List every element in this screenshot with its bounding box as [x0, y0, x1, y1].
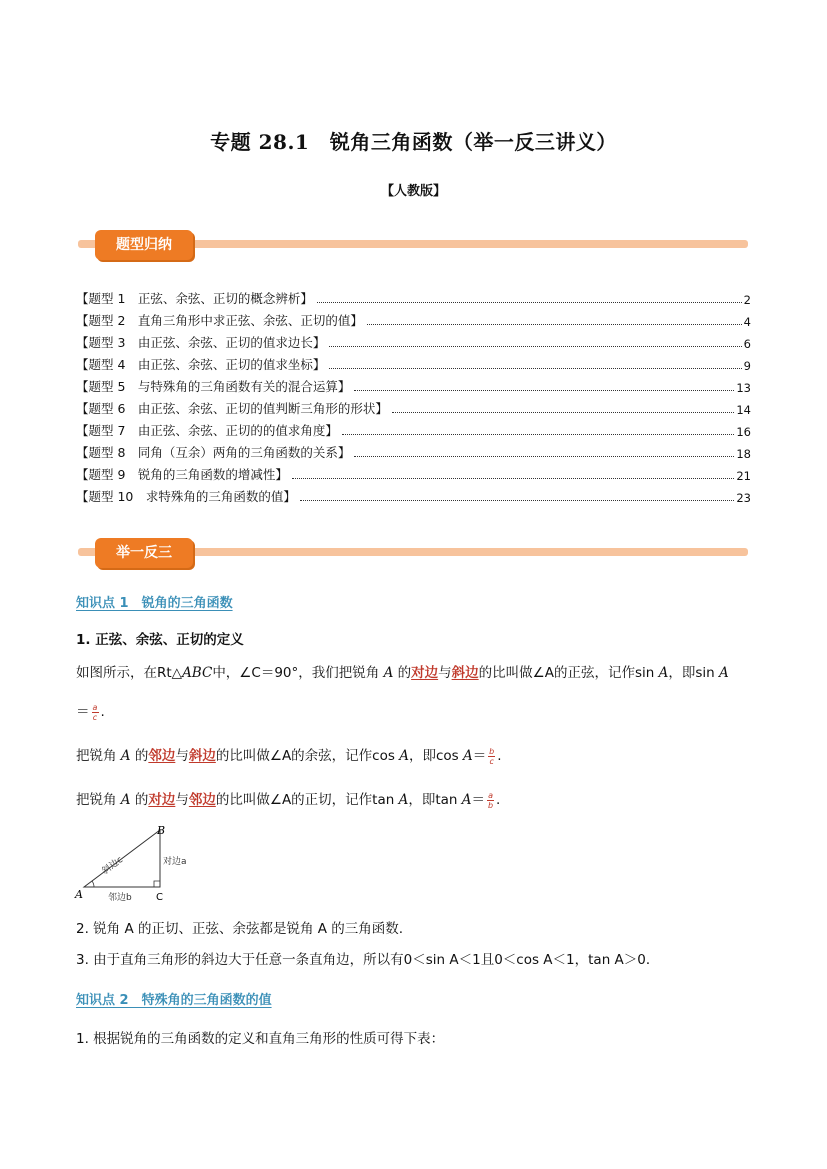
- toc-entry-label: 【题型 10 求特殊角的三角函数的值】: [76, 489, 296, 504]
- cosine-definition: 把锐角 A 的邻边与斜边的比叫做∠A的余弦，记作cos A，即cos A＝ $\frac{b}{c}$ .: [76, 746, 502, 766]
- toc-leader-dots: [367, 324, 742, 325]
- toc-leader-dots: [329, 368, 741, 369]
- opposite-side-term: 对边: [411, 665, 439, 681]
- toc-section-tag: 题型归纳: [95, 230, 193, 260]
- toc-leader-dots: [292, 478, 734, 479]
- toc-entry-label: 【题型 5 与特殊角的三角函数有关的混合运算】: [76, 379, 351, 394]
- right-triangle-figure: [72, 820, 202, 906]
- toc-page-number: 13: [736, 381, 751, 395]
- hypotenuse-term: 斜边: [451, 665, 479, 681]
- toc-page-number: 23: [736, 491, 751, 505]
- toc-entry[interactable]: [76, 399, 751, 417]
- item-heading: 1. 正弦、余弦、正切的定义: [76, 632, 244, 648]
- toc-entry[interactable]: [76, 465, 751, 483]
- toc-leader-dots: [392, 412, 734, 413]
- toc-entry[interactable]: [76, 311, 751, 329]
- toc-entry-label: 【题型 2 直角三角形中求正弦、余弦、正切的值】: [76, 313, 363, 328]
- toc-leader-dots: [300, 500, 734, 501]
- toc-entry-label: 【题型 7 由正弦、余弦、正切的的值求角度】: [76, 423, 338, 438]
- toc-entry[interactable]: [76, 333, 751, 351]
- toc-entry-label: 【题型 1 正弦、余弦、正切的概念辨析】: [76, 291, 313, 306]
- vertex-b-label: B: [157, 824, 166, 837]
- toc-entry[interactable]: [76, 421, 751, 439]
- knowledge-point-heading: 知识点 1 锐角的三角函数: [76, 596, 233, 611]
- toc-leader-dots: [317, 302, 742, 303]
- opposite-side-label: 对边a: [163, 857, 187, 867]
- right-angle-mark: [154, 881, 160, 887]
- hypotenuse-term: 斜边: [188, 748, 216, 764]
- document-title: 专题 28.1 锐角三角函数（举一反三讲义）: [210, 130, 617, 154]
- toc-entry-label: 【题型 4 由正弦、余弦、正切的值求坐标】: [76, 357, 326, 372]
- knowledge-item-3: 3. 由于直角三角形的斜边大于任意一条直角边，所以有0＜sin A＜1且0＜cos A＜1，tan A＞0．: [76, 952, 660, 968]
- toc-leader-dots: [354, 390, 734, 391]
- opposite-side-term: 对边: [148, 792, 176, 808]
- toc-page-number: 14: [736, 403, 751, 417]
- vertex-a-label: A: [75, 888, 83, 901]
- toc-entry-label: 【题型 6 由正弦、余弦、正切的值判断三角形的形状】: [76, 401, 388, 416]
- toc-page-number: 16: [736, 425, 751, 439]
- toc-entry[interactable]: [76, 289, 751, 307]
- toc-page-number: 21: [736, 469, 751, 483]
- fraction-b-over-c: $\frac{b}{c}$: [489, 746, 495, 766]
- toc-entry[interactable]: [76, 487, 751, 505]
- sine-definition: 如图所示，在Rt△ABC中，∠C＝90°，我们把锐角 A 的对边与斜边的比叫做∠A的正弦，记作sin A，即sin A: [76, 665, 729, 681]
- knowledge-2-item-1: 1. 根据锐角的三角函数的定义和直角三角形的性质可得下表：: [76, 1031, 445, 1047]
- toc-leader-dots: [354, 456, 734, 457]
- edition-label: 【人教版】: [380, 184, 446, 199]
- toc-leader-dots: [342, 434, 734, 435]
- fraction-a-over-c: $\frac{a}{c}$: [92, 702, 98, 722]
- toc-entry-label: 【题型 3 由正弦、余弦、正切的值求边长】: [76, 335, 326, 350]
- adjacent-side-label: 邻边b: [108, 893, 132, 903]
- knowledge-point-heading: 知识点 2 特殊角的三角函数的值: [76, 993, 272, 1008]
- toc-entry[interactable]: [76, 443, 751, 461]
- toc-page-number: 6: [743, 337, 751, 351]
- toc-page-number: 4: [743, 315, 751, 329]
- toc-entry-label: 【题型 8 同角（互余）两角的三角函数的关系】: [76, 445, 351, 460]
- toc-entry[interactable]: [76, 355, 751, 373]
- angle-arc: [92, 881, 94, 887]
- sine-formula: ＝ $\frac{a}{c}$ .: [76, 702, 105, 722]
- toc-entry-label: 【题型 9 锐角的三角函数的增减性】: [76, 467, 288, 482]
- knowledge-item-2: 2. 锐角 A 的正切、正弦、余弦都是锐角 A 的三角函数.: [76, 921, 404, 937]
- tangent-definition: 把锐角 A 的对边与邻边的比叫做∠A的正切，记作tan A，即tan A＝ $\frac{a}{b}$ .: [76, 790, 501, 810]
- toc-page-number: 9: [743, 359, 751, 373]
- adjacent-side-term: 邻边: [148, 748, 176, 764]
- toc-page-number: 2: [743, 293, 751, 307]
- adjacent-side-term: 邻边: [188, 792, 216, 808]
- toc-entry[interactable]: [76, 377, 751, 395]
- vertex-c-label: C: [156, 892, 163, 903]
- toc-page-number: 18: [736, 447, 751, 461]
- fraction-a-over-b: $\frac{a}{b}$: [487, 790, 494, 810]
- triangle-outline: [84, 830, 160, 887]
- practice-section-tag: 举一反三: [95, 538, 193, 568]
- hypotenuse-label: 斜边c: [100, 855, 125, 877]
- toc-leader-dots: [329, 346, 741, 347]
